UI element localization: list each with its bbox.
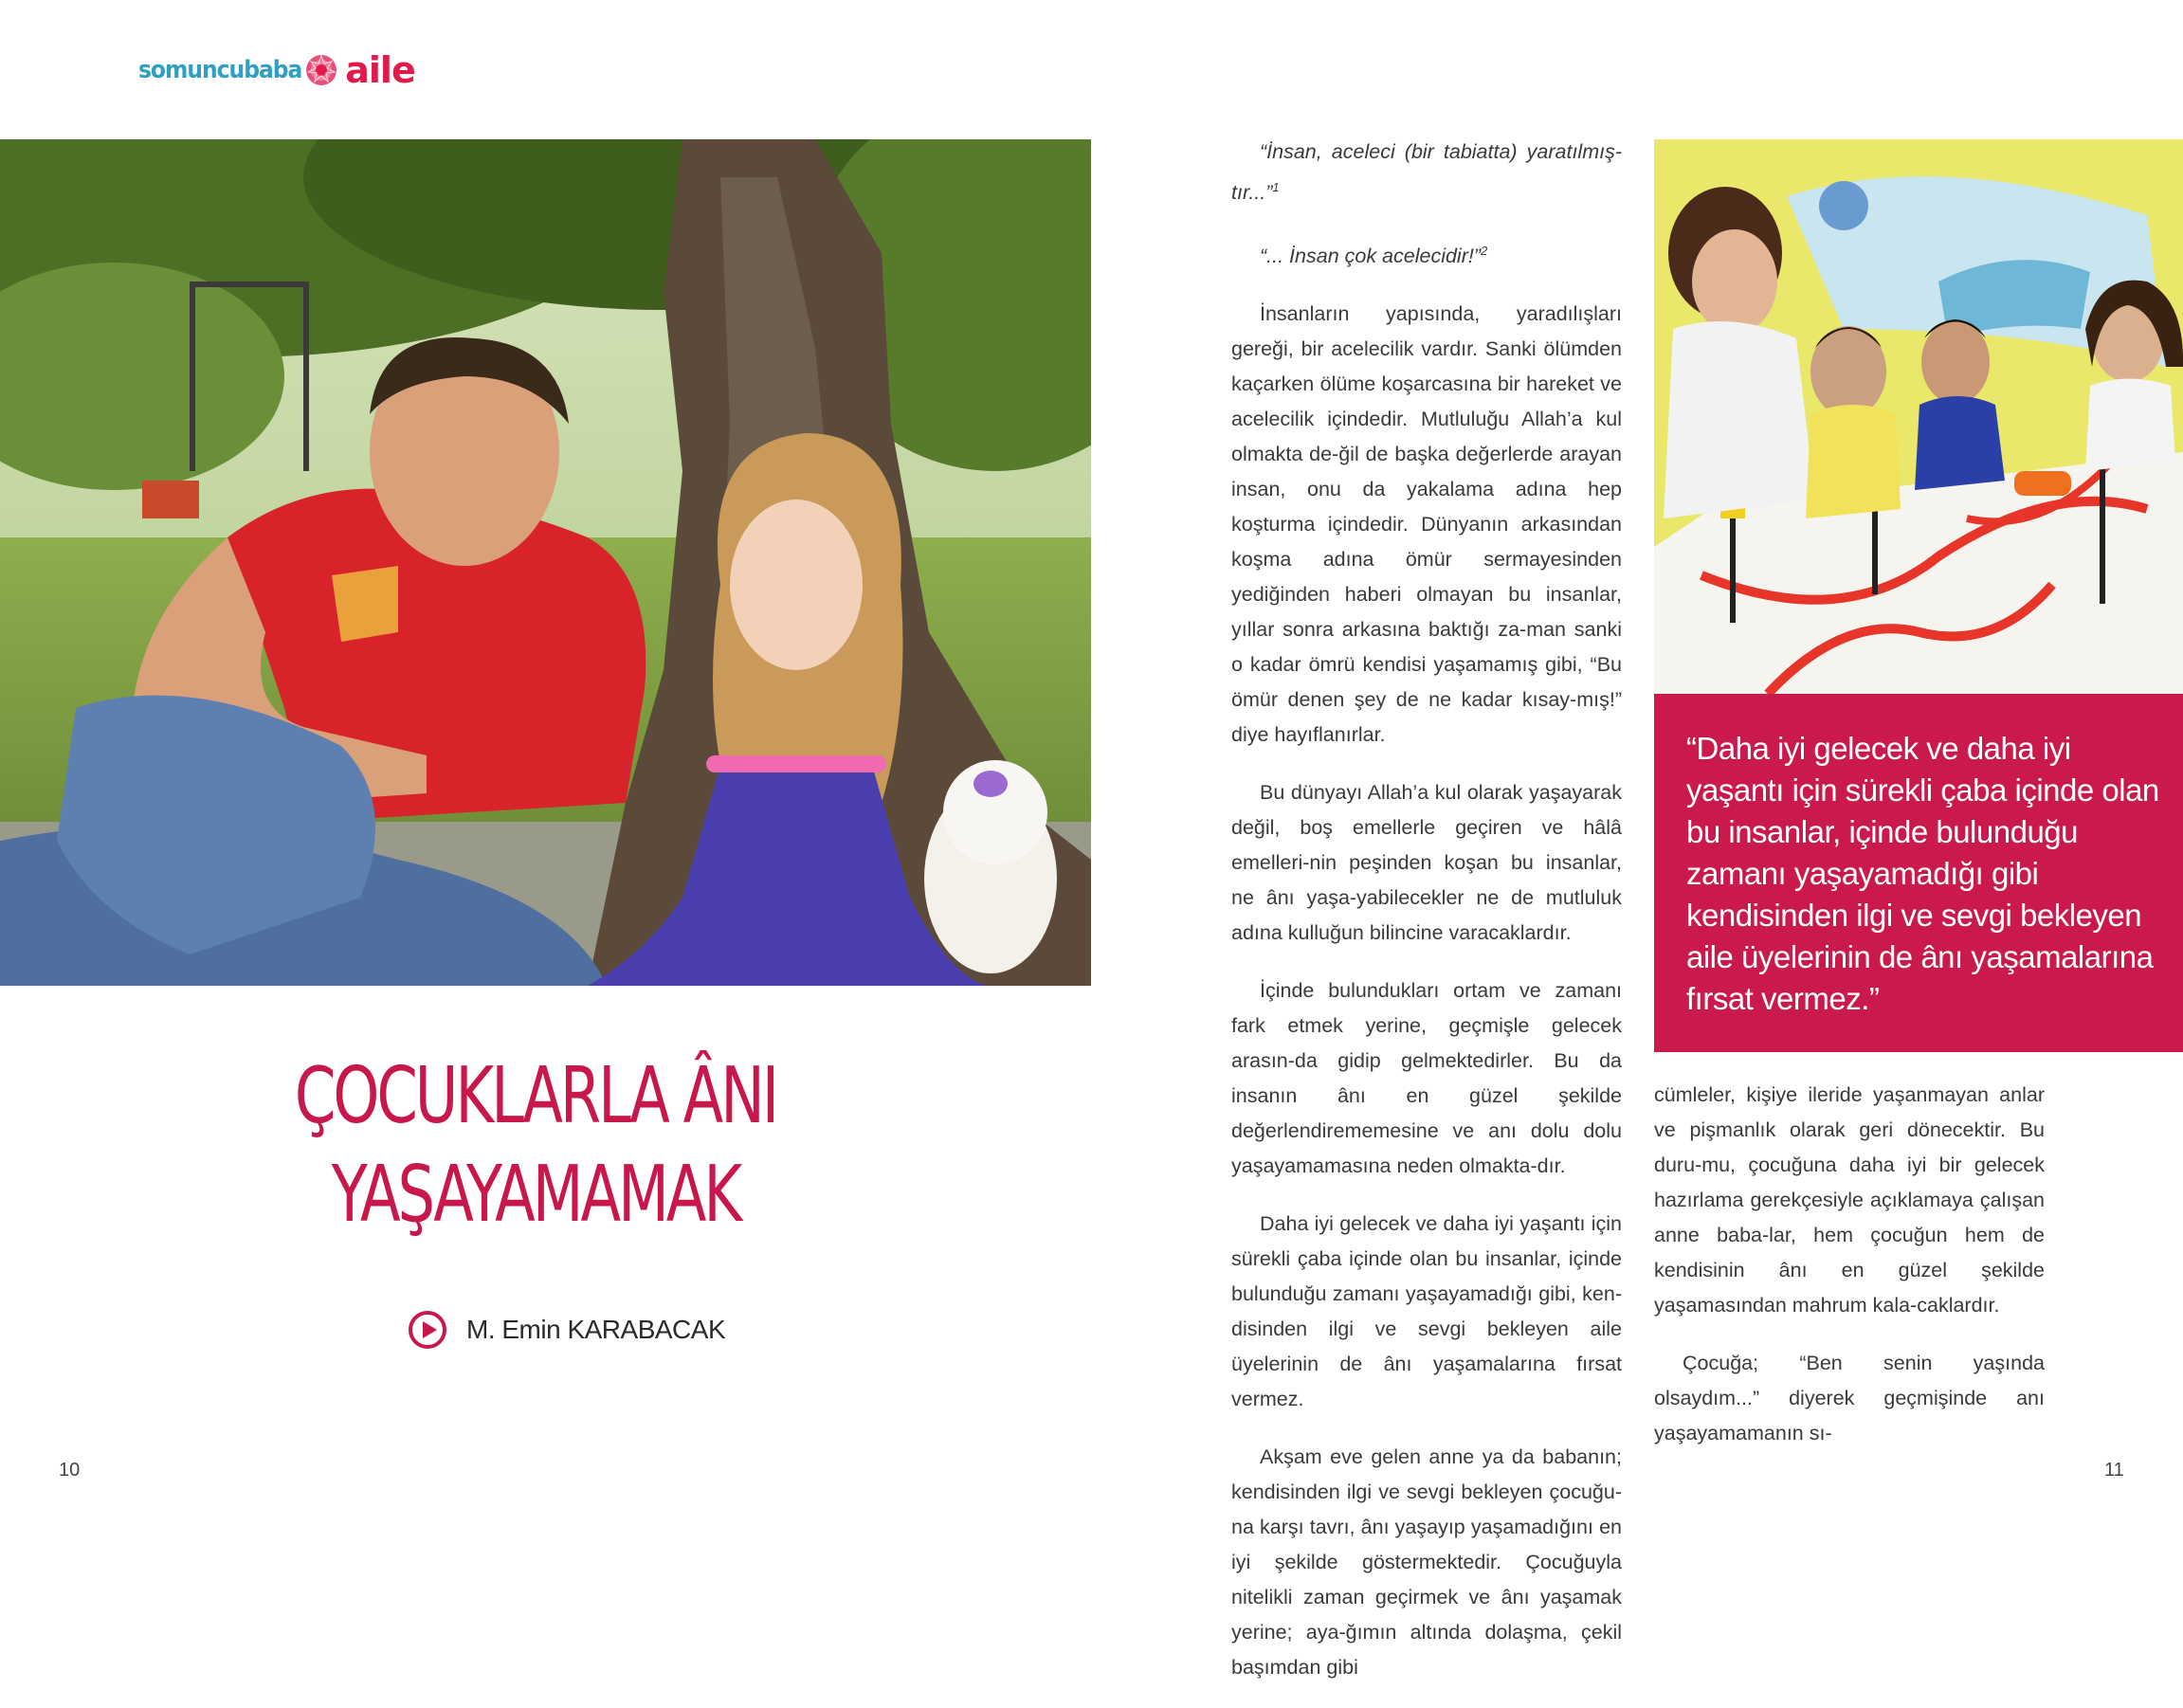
rose-icon [305,54,337,86]
paragraph: Bu dünyayı Allah’a kul olarak yaşayarak değil, boş emellerle geçiren ve hâlâ emelleri-nin peşinden koşan bu insanlar, ne ânı yaşa-yabilecekler ne de mutluluk adına kulluğun bilincine varacaklardır. [1231,781,1622,945]
title-line-1: ÇOCUKLARLA ÂNI [294,1051,777,1141]
paragraph: İçinde bulundukları ortam ve zamanı fark etmek yerine, geçmişle gelecek arasın-da gidip gelmektedirler. Bu da insanın ânı en güzel şekilde değerlendirememesine ve anı dolu dolu yaşayamamasına neden olmakta-dır. [1231,979,1622,1178]
middle-text-column [1231,135,1622,1708]
paragraph: Akşam eve gelen anne ya da babanın; kendisinden ilgi ve sevgi bekleyen çocuğu-na karşı tavrı, ânı yaşayıp yaşamadığını en iyi şekilde göstermektedir. Çocuğuyla nitelikli zaman geçirmek ve ânı yaşamak yerine; aya-ğımın altında dolaşma, çekil başımdan gibi [1231,1445,1622,1680]
paragraph: Daha iyi gelecek ve daha iyi yaşantı için sürekli çaba içinde olan bu insanlar, içinde bulunduğu zamanı yaşayamadığı gibi, ken-disinden ilgi ve sevgi bekleyen aile üyelerinin de ânı yaşamalarına fırsat vermez. [1231,1212,1622,1411]
children-playing-marble-run-photo [1654,139,2183,694]
footnote-ref-1: 1 [1272,180,1280,194]
footnote-ref-2: 2 [1481,244,1488,259]
father-and-daughter-under-tree-photo [0,139,1091,986]
paragraph: Çocuğa; “Ben senin yaşında olsaydım...” diyerek geçmişinde anı yaşayamamanın sı- [1654,1352,2045,1445]
pull-quote-text: “Daha iyi gelecek ve daha iyi yaşantı için sürekli çaba içinde olan bu insanlar, içinde bulunduğu zamanı yaşayamadığı gibi kendisinden ilgi ve sevgi bekleyen aile üyelerinin de ânı yaşamalarına fırsat vermez.” [1686,731,2159,1016]
page-number-left: 10 [59,1460,81,1481]
paragraph: cümleler, kişiye ileride yaşanmayan anlar ve pişmanlık olarak geri dönecektir. Bu duru-mu, çocuğuna daha iyi bir gelecek hazırlama gerekçesiyle açıklamaya çalışan anne baba-lar, hem çocuğun hem de kendisinin ânı en güzel şekilde yaşamasından mahrum kala-caklardır. [1654,1083,2045,1317]
article-title [273,1047,799,1245]
author-byline [408,1308,725,1352]
author-name: M. Emin KARABACAK [466,1315,726,1344]
quote-2 [1231,233,1622,274]
logo-text-aile: aile [345,49,415,91]
magazine-logo [138,49,415,91]
quote-1-text: “İnsan, aceleci (bir tabiatta) yaratılmış-tır...” [1231,140,1622,205]
pull-quote-box [1654,694,2183,1052]
paragraph: İnsanların yapısında, yaradılışları gereği, bir acelecilik vardır. Sanki ölümden kaçarken ölüme koşarcasına bir hareket ve acelecilik içindedir. Mutluluğu Allah’a kul olmakta de-ğil de başka değerlerde arayan insan, onu da yakalama adına hep koşturma içindedir. Dünyanın arkasından koşma adına ömür sermayesinden yediğinden haberi olmayan bu insanlar, yıllar sonra arkasına baktığı za-man sanki o kadar ömrü kendisi yaşamamış gibi, “Bu ömür denen şey de ne kadar kısay-mış!” diye hayıflanırlar. [1231,302,1622,747]
play-circle-icon [408,1310,447,1350]
page-number-right: 11 [2104,1460,2124,1481]
logo-text-somuncubaba: somuncubaba [138,56,302,84]
quote-2-text: “... İnsan çok acelecidir!” [1260,245,1482,268]
title-line-2: YAŞAYAMAMAK [331,1150,740,1240]
right-text-column [1654,1078,2045,1474]
quote-1 [1231,135,1622,210]
